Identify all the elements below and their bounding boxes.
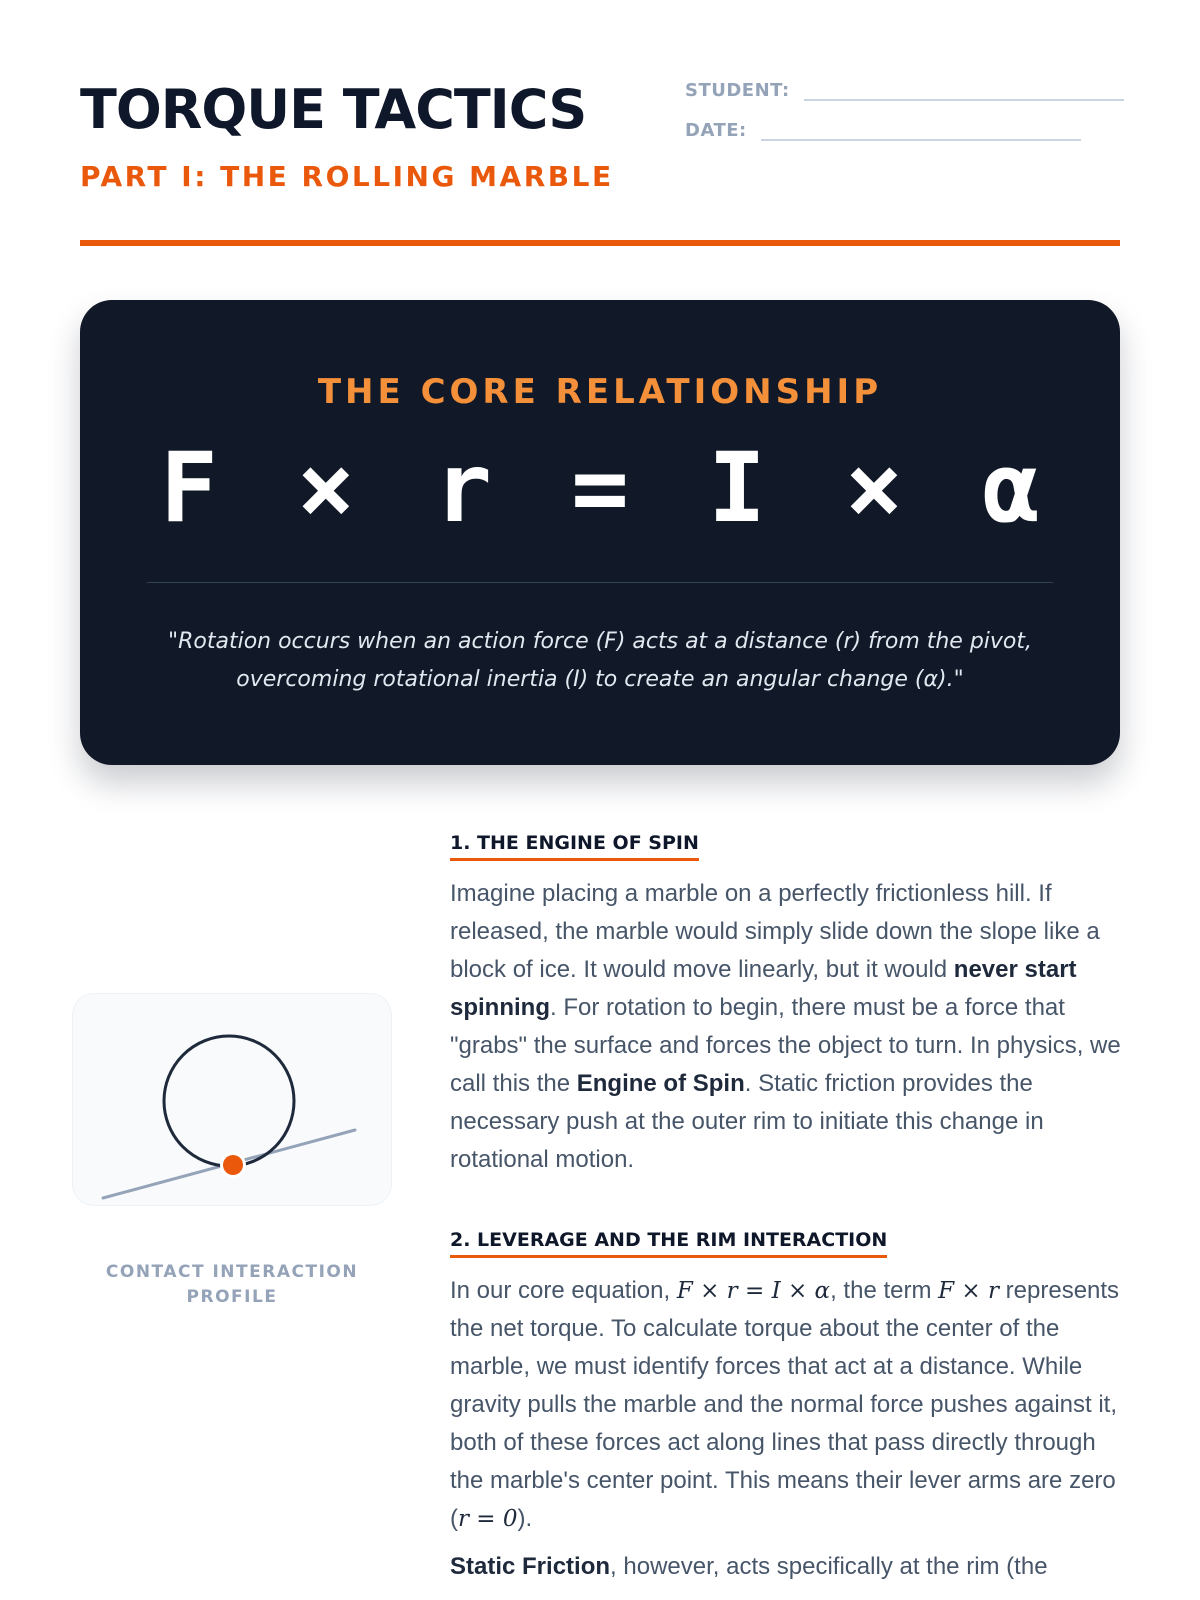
core-divider: [147, 582, 1053, 583]
student-field: [685, 80, 1124, 101]
equation-alpha: α: [982, 432, 1040, 544]
paragraph-text: In our core equation,: [450, 1277, 677, 1304]
equation-inertia: I: [708, 432, 766, 544]
section-paragraph: [450, 1272, 1125, 1538]
header-divider: [80, 240, 1120, 246]
contact-diagram: [72, 993, 392, 1206]
paragraph-text: , however, acts specifically at the rim (the: [610, 1553, 1048, 1580]
core-heading: THE CORE RELATIONSHIP: [317, 372, 883, 412]
paragraph-text: . For rotation to begin, there must be a force that "grabs" the surface and forces the object to turn. In physics, we call this the: [450, 994, 1121, 1097]
inline-equation: F × r = I × α: [676, 1278, 831, 1304]
section-engine-of-spin: [450, 832, 1125, 1179]
date-label: DATE:: [685, 120, 747, 141]
core-relationship-card: [80, 300, 1120, 765]
equation-equals-sign: =: [571, 432, 629, 544]
equation-force: F: [160, 432, 218, 544]
equation-times-sign: ×: [297, 432, 355, 544]
paragraph-text: , the term: [830, 1277, 939, 1304]
paragraph-text: . Static friction provides the necessary push at the outer rim to initiate this change in rotational motion.: [450, 1070, 1044, 1173]
section-heading: 1. THE ENGINE OF SPIN: [450, 832, 699, 861]
inline-equation: F × r: [938, 1278, 999, 1304]
contact-point: [223, 1155, 243, 1175]
page-title: TORQUE TACTICS: [80, 78, 587, 141]
emphasis-text: Static Friction: [450, 1553, 611, 1580]
section-paragraph: [450, 875, 1125, 1179]
section-leverage: [450, 1229, 1125, 1586]
emphasis-text: Engine of Spin: [576, 1070, 745, 1097]
paragraph-text: represents the net torque. To calculate torque about the center of the marble, we must identify forces that act at a distance. While gravity pulls the marble and the normal force pushes against it, both of these forces act along lines that pass directly through the marble's center point. This means their lever arms are zero (: [450, 1277, 1120, 1532]
paragraph-text: ).: [517, 1505, 533, 1532]
worksheet-header: [80, 78, 1120, 248]
student-name-line[interactable]: [804, 87, 1124, 101]
marble-on-slope-illustration: [73, 994, 393, 1207]
emphasis-text: never start spinning: [450, 956, 1077, 1021]
date-line[interactable]: [761, 127, 1081, 141]
equation-times-sign: ×: [845, 432, 903, 544]
date-field: [685, 120, 1081, 141]
inline-equation: r = 0: [458, 1506, 518, 1532]
core-quote: "Rotation occurs when an action force (F) acts at a distance (r) from the pivot, overcoming rotational inertia (I) to create an angular change (α).": [167, 629, 1033, 692]
marble-circle: [164, 1036, 294, 1166]
student-label: STUDENT:: [685, 80, 790, 101]
page-subtitle: PART I: THE ROLLING MARBLE: [80, 160, 614, 193]
section-paragraph: [450, 1548, 1125, 1586]
figure-caption: CONTACT INTERACTION PROFILE: [105, 1262, 359, 1307]
equation-radius: r: [434, 432, 492, 544]
core-equation: [160, 432, 1040, 544]
section-heading: 2. LEVERAGE AND THE RIM INTERACTION: [450, 1229, 887, 1258]
main-content: [450, 832, 1125, 1586]
paragraph-text: Imagine placing a marble on a perfectly frictionless hill. If released, the marble would simply slide down the slope like a block of ice. It would move linearly, but it would: [450, 880, 1100, 983]
